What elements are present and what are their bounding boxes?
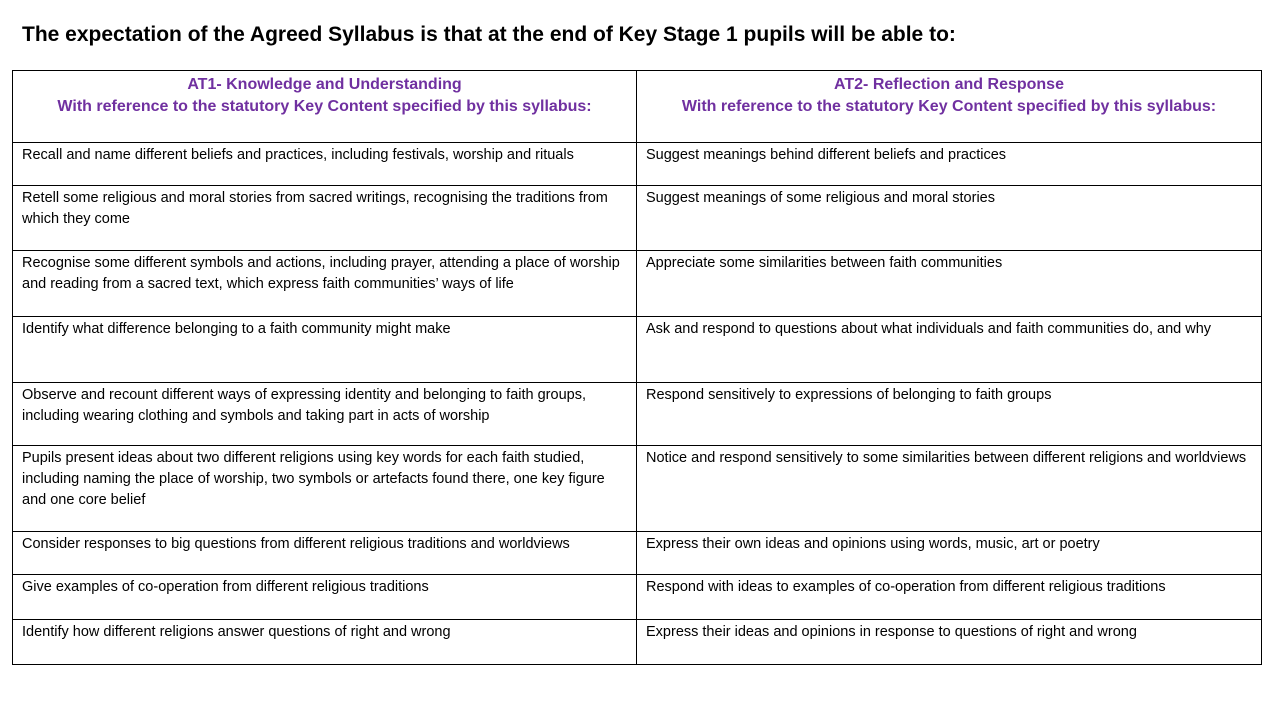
table-row (13, 383, 1262, 446)
page-title: The expectation of the Agreed Syllabus is that at the end of Key Stage 1 pupils will be able to: (22, 23, 956, 46)
at1-cell: Observe and recount different ways of expressing identity and belonging to faith groups, including wearing clothing and symbols and taking part in acts of worship (13, 383, 637, 446)
syllabus-table (12, 70, 1262, 665)
at2-cell: Suggest meanings behind different beliefs and practices (637, 143, 1262, 186)
at2-cell: Express their ideas and opinions in response to questions of right and wrong (637, 620, 1262, 665)
at2-cell: Respond with ideas to examples of co-operation from different religious traditions (637, 575, 1262, 620)
at2-cell: Express their own ideas and opinions using words, music, art or poetry (637, 532, 1262, 575)
at1-cell: Consider responses to big questions from different religious traditions and worldviews (13, 532, 637, 575)
at2-cell: Notice and respond sensitively to some similarities between different religions and worldviews (637, 446, 1262, 532)
at2-cell: Suggest meanings of some religious and moral stories (637, 186, 1262, 251)
at2-cell: Respond sensitively to expressions of belonging to faith groups (637, 383, 1262, 446)
at1-cell: Give examples of co-operation from different religious traditions (13, 575, 637, 620)
table-row (13, 317, 1262, 383)
at1-cell: Retell some religious and moral stories from sacred writings, recognising the traditions from which they come (13, 186, 637, 251)
at1-cell: Identify what difference belonging to a faith community might make (13, 317, 637, 383)
header-at2 (637, 71, 1262, 143)
at1-cell: Recall and name different beliefs and practices, including festivals, worship and rituals (13, 143, 637, 186)
table-row (13, 575, 1262, 620)
table-row (13, 620, 1262, 665)
at2-cell: Appreciate some similarities between faith communities (637, 251, 1262, 317)
header-at2-subtitle: With reference to the statutory Key Content specified by this syllabus: (681, 98, 1217, 115)
table-header-row (13, 71, 1262, 143)
at1-cell: Identify how different religions answer questions of right and wrong (13, 620, 637, 665)
at2-cell: Ask and respond to questions about what individuals and faith communities do, and why (637, 317, 1262, 383)
table-row (13, 251, 1262, 317)
header-at1 (13, 71, 637, 143)
table-row (13, 446, 1262, 532)
at1-cell: Recognise some different symbols and actions, including prayer, attending a place of worship and reading from a sacred text, which express faith communities’ ways of life (13, 251, 637, 317)
at1-cell: Pupils present ideas about two different religions using key words for each faith studied, including naming the place of worship, two symbols or artefacts found there, one key figure and one core belief (13, 446, 637, 532)
header-at2-title: AT2- Reflection and Response (834, 76, 1064, 93)
table-row (13, 186, 1262, 251)
table-row (13, 143, 1262, 186)
header-at1-subtitle: With reference to the statutory Key Content specified by this syllabus: (57, 98, 592, 115)
table-row (13, 532, 1262, 575)
header-at1-title: AT1- Knowledge and Understanding (187, 76, 462, 93)
